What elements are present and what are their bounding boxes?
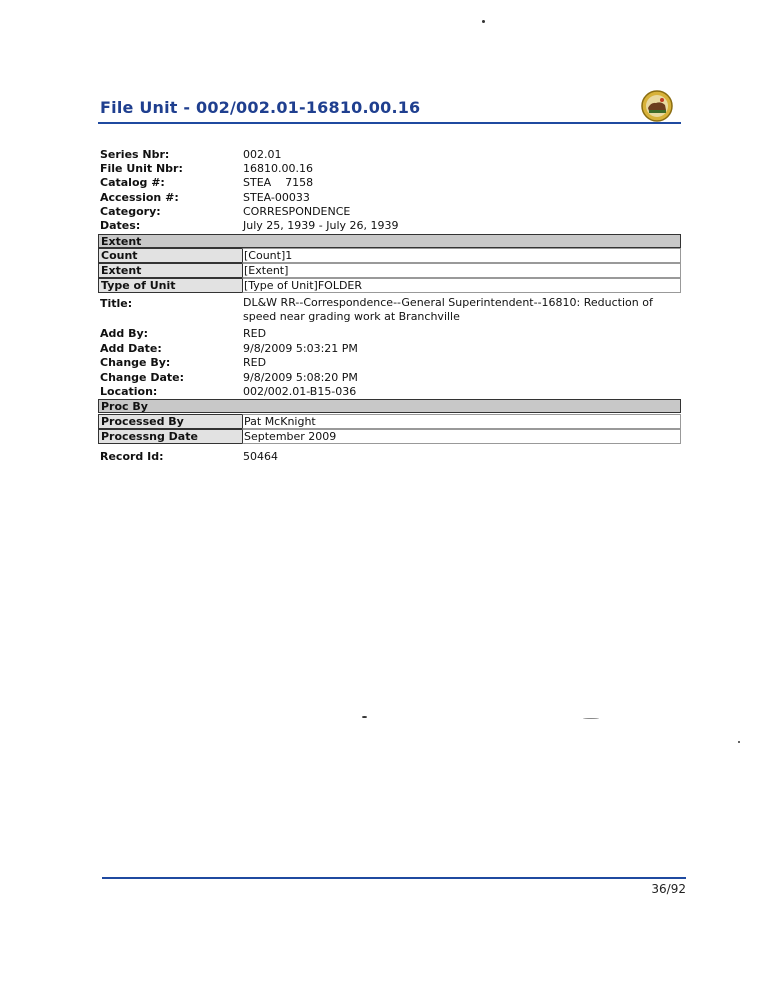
field-value: DL&W RR--Correspondence--General Superintendent--16810: Reduction of speed near grading work at Branchville: [243, 296, 653, 323]
field-value: 002.01: [243, 148, 282, 161]
field-value: 002/002.01-B15-036: [243, 385, 357, 398]
field-value: RED: [243, 327, 267, 340]
extent-row-count: [98, 248, 681, 263]
grid-label: Count: [98, 248, 243, 263]
page-number: 36/92: [651, 882, 686, 896]
field-label: Category:: [100, 205, 161, 218]
field-value: RED: [243, 356, 267, 369]
grid-value: Pat McKnight: [242, 414, 681, 429]
field-value: STEA 7158: [243, 176, 314, 189]
scan-speck: [583, 718, 599, 719]
proc-row-processing-date: [98, 429, 681, 444]
field-label: Record Id:: [100, 450, 164, 463]
field-label: Accession #:: [100, 191, 179, 204]
field-value: 16810.00.16: [243, 162, 313, 175]
grid-value: [Extent]: [242, 263, 681, 278]
page-title: File Unit - 002/002.01-16810.00.16: [100, 98, 421, 117]
field-label: Dates:: [100, 219, 141, 232]
field-label: Add Date:: [100, 342, 162, 355]
field-value: 9/8/2009 5:03:21 PM: [243, 342, 358, 355]
scan-speck: [362, 716, 367, 718]
field-label: Change By:: [100, 356, 171, 369]
proc-by-section-header: Proc By: [98, 399, 681, 413]
field-label: Location:: [100, 385, 158, 398]
agency-seal-icon: [641, 90, 673, 122]
field-value: July 25, 1939 - July 26, 1939: [243, 219, 399, 232]
field-value: 50464: [243, 450, 278, 463]
proc-row-processed-by: [98, 414, 681, 429]
field-label: Change Date:: [100, 371, 184, 384]
header-divider: [98, 122, 681, 124]
grid-label: Extent: [98, 263, 243, 278]
grid-value: [Count]1: [242, 248, 681, 263]
scan-speck: [738, 741, 740, 743]
grid-value: September 2009: [242, 429, 681, 444]
grid-label: Type of Unit: [98, 278, 243, 293]
field-label: Series Nbr:: [100, 148, 170, 161]
field-value: 9/8/2009 5:08:20 PM: [243, 371, 358, 384]
field-label: Add By:: [100, 327, 149, 340]
extent-row-type-of-unit: [98, 278, 681, 293]
grid-value: [Type of Unit]FOLDER: [242, 278, 681, 293]
field-label: File Unit Nbr:: [100, 162, 183, 175]
field-label: Title:: [100, 297, 133, 310]
extent-row-extent: [98, 263, 681, 278]
grid-label: Processed By: [98, 414, 243, 429]
field-value: CORRESPONDENCE: [243, 205, 351, 218]
field-label: Catalog #:: [100, 176, 165, 189]
footer-divider: [102, 877, 686, 879]
scan-speck: [482, 20, 485, 23]
extent-section-header: Extent: [98, 234, 681, 248]
grid-label: Processng Date: [98, 429, 243, 444]
field-value: STEA-00033: [243, 191, 310, 204]
